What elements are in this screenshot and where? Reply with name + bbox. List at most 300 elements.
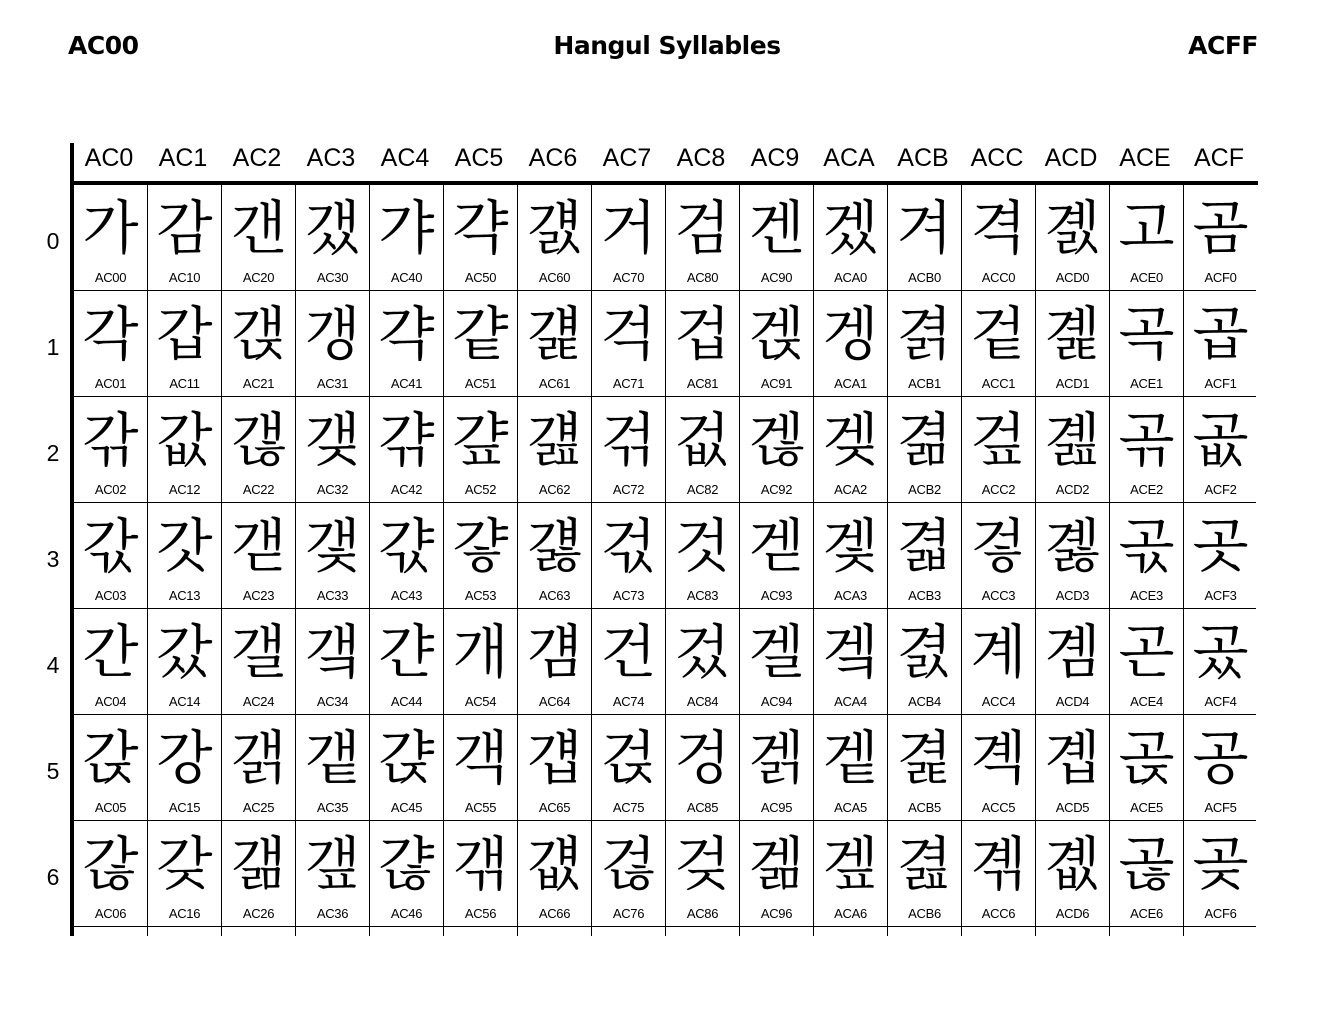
character-glyph: 걶 [600, 830, 657, 898]
character-glyph: 겲 [896, 406, 953, 474]
character-glyph: 걒 [452, 406, 509, 474]
code-chart-grid [74, 185, 1256, 936]
code-point-label: ACF0 [1204, 270, 1237, 285]
character-glyph: 갲 [304, 406, 361, 474]
code-point-label: AC94 [760, 694, 793, 709]
column-header: AC5 [454, 144, 504, 172]
code-point-label: AC35 [316, 800, 349, 815]
code-point-label: AC76 [612, 906, 645, 921]
character-cell [592, 397, 666, 503]
code-point-label: ACF5 [1204, 800, 1237, 815]
character-cell [1184, 291, 1256, 397]
code-point-label: AC91 [760, 376, 793, 391]
chart-row [74, 927, 1256, 936]
character-glyph: 겡 [822, 300, 879, 368]
character-cell [1110, 821, 1184, 927]
character-cell [74, 821, 148, 927]
character-cell [222, 503, 296, 609]
character-glyph: 겁 [674, 300, 731, 368]
chart-row [74, 821, 1256, 927]
character-glyph: 곓 [1044, 512, 1101, 580]
code-point-label: ACF3 [1204, 588, 1237, 603]
character-glyph: 갺 [378, 406, 435, 474]
character-cell [74, 291, 148, 397]
character-cell [962, 291, 1036, 397]
character-glyph: 곔 [1044, 618, 1101, 686]
character-glyph: 갹 [452, 194, 509, 262]
character-glyph: 겤 [822, 618, 879, 686]
character-glyph: 갵 [304, 724, 361, 792]
code-point-label: ACA4 [834, 694, 867, 709]
character-cell [296, 503, 370, 609]
code-point-label: AC53 [464, 588, 497, 603]
code-point-label: AC82 [686, 482, 719, 497]
code-point-label: ACE4 [1130, 694, 1163, 709]
character-glyph: 겑 [748, 300, 805, 368]
character-cell [148, 821, 222, 927]
character-glyph: 거 [600, 194, 657, 262]
character-glyph: 공 [1192, 724, 1249, 792]
code-point-label: ACB0 [908, 270, 941, 285]
character-glyph: 곢 [1118, 406, 1175, 474]
code-point-label: ACB2 [908, 482, 941, 497]
character-cell [370, 927, 444, 936]
code-point-label: ACC4 [981, 694, 1016, 709]
code-point-label: ACB6 [908, 906, 941, 921]
character-cell [740, 503, 814, 609]
character-cell [444, 821, 518, 927]
code-point-label: ACF4 [1204, 694, 1237, 709]
row-label: 1 [46, 334, 60, 360]
code-point-label: AC90 [760, 270, 793, 285]
row-label: 2 [46, 440, 60, 466]
block-title: Hangul Syllables [553, 31, 781, 60]
code-point-label: ACC0 [981, 270, 1016, 285]
chart-row [74, 609, 1256, 715]
chart-row [74, 503, 1256, 609]
character-glyph: 갡 [230, 300, 287, 368]
code-point-label: AC42 [390, 482, 423, 497]
code-point-label: AC36 [316, 906, 349, 921]
character-glyph: 가 [82, 194, 139, 262]
code-point-label: AC52 [464, 482, 497, 497]
character-cell [888, 185, 962, 291]
code-point-label: ACA6 [834, 906, 867, 921]
code-point-label: AC55 [464, 800, 497, 815]
character-glyph: 겂 [674, 406, 731, 474]
character-cell [1036, 291, 1110, 397]
code-point-label: AC23 [242, 588, 275, 603]
character-cell [222, 291, 296, 397]
character-cell [296, 185, 370, 291]
row-label: 3 [46, 546, 60, 572]
row-label: 0 [46, 228, 60, 254]
character-cell [814, 927, 888, 936]
character-cell [518, 503, 592, 609]
code-point-label: AC71 [612, 376, 645, 391]
character-glyph: 걠 [526, 194, 583, 262]
code-point-label: AC70 [612, 270, 645, 285]
character-cell [1036, 609, 1110, 715]
character-cell [814, 185, 888, 291]
character-cell [74, 609, 148, 715]
row-label: 4 [46, 652, 60, 678]
character-glyph: 겔 [748, 618, 805, 686]
character-glyph: 겖 [748, 830, 805, 898]
column-header: ACD [1044, 144, 1098, 172]
code-point-label: AC62 [538, 482, 571, 497]
code-point-label: AC64 [538, 694, 571, 709]
column-header: ACA [823, 144, 875, 172]
code-point-label: AC50 [464, 270, 497, 285]
code-point-label: AC86 [686, 906, 719, 921]
code-point-label: AC83 [686, 588, 719, 603]
character-glyph: 곑 [1044, 300, 1101, 368]
character-cell [962, 609, 1036, 715]
code-point-label: AC40 [390, 270, 423, 285]
character-glyph: 갣 [230, 512, 287, 580]
character-cell [1110, 715, 1184, 821]
character-glyph: 곕 [1044, 724, 1101, 792]
character-glyph: 걢 [526, 406, 583, 474]
code-point-label: ACA3 [834, 588, 867, 603]
character-glyph: 계 [970, 618, 1027, 686]
character-cell [1036, 503, 1110, 609]
character-cell [74, 185, 148, 291]
character-cell [592, 503, 666, 609]
character-glyph: 곣 [1118, 512, 1175, 580]
character-glyph: 겣 [822, 512, 879, 580]
code-point-label: ACE2 [1130, 482, 1163, 497]
character-glyph: 갥 [230, 724, 287, 792]
character-cell [518, 291, 592, 397]
character-glyph: 곥 [1118, 724, 1175, 792]
character-cell [1110, 185, 1184, 291]
character-glyph: 갾 [378, 830, 435, 898]
character-cell [370, 609, 444, 715]
character-cell [666, 609, 740, 715]
code-point-label: AC24 [242, 694, 275, 709]
code-point-label: ACE5 [1130, 800, 1163, 815]
code-point-label: AC02 [94, 482, 127, 497]
character-glyph: 곡 [1118, 300, 1175, 368]
character-glyph: 곅 [970, 724, 1027, 792]
character-cell [592, 609, 666, 715]
code-point-label: AC11 [169, 376, 200, 391]
character-cell [666, 927, 740, 936]
character-cell [740, 291, 814, 397]
character-glyph: 값 [156, 406, 213, 474]
code-point-label: ACD3 [1055, 588, 1090, 603]
character-cell [1110, 503, 1184, 609]
code-point-label: AC60 [538, 270, 571, 285]
code-point-label: AC84 [686, 694, 719, 709]
character-glyph: 걑 [452, 300, 509, 368]
code-point-label: AC65 [538, 800, 571, 815]
character-glyph: 걱 [600, 300, 657, 368]
code-point-label: AC22 [242, 482, 275, 497]
character-glyph: 겐 [748, 194, 805, 262]
character-glyph: 겥 [822, 724, 879, 792]
column-header: AC2 [232, 144, 282, 172]
character-cell [740, 715, 814, 821]
character-glyph: 갅 [82, 724, 139, 792]
character-cell [888, 821, 962, 927]
code-point-label: ACD2 [1055, 482, 1090, 497]
character-cell [74, 715, 148, 821]
character-cell [1036, 821, 1110, 927]
character-cell [222, 185, 296, 291]
character-glyph: 걡 [526, 300, 583, 368]
character-glyph: 갖 [156, 830, 213, 898]
code-point-label: ACC6 [981, 906, 1016, 921]
character-glyph: 강 [156, 724, 213, 792]
character-cell [592, 821, 666, 927]
character-glyph: 각 [82, 300, 139, 368]
code-point-label: ACD6 [1055, 906, 1090, 921]
character-cell [370, 397, 444, 503]
character-glyph: 곲 [1192, 406, 1249, 474]
code-point-label: ACD5 [1055, 800, 1090, 815]
character-cell [962, 715, 1036, 821]
column-header: AC0 [84, 144, 134, 172]
code-point-label: AC10 [168, 270, 201, 285]
code-point-label: ACA0 [834, 270, 867, 285]
code-point-label: ACE6 [1130, 906, 1163, 921]
character-cell [666, 291, 740, 397]
code-point-label: AC05 [94, 800, 127, 815]
character-cell [814, 609, 888, 715]
character-cell [370, 185, 444, 291]
character-cell [814, 291, 888, 397]
character-cell [148, 185, 222, 291]
code-point-label: ACE0 [1130, 270, 1163, 285]
character-cell [222, 609, 296, 715]
character-glyph: 갴 [304, 618, 361, 686]
character-cell [1036, 927, 1110, 936]
code-point-label: AC30 [316, 270, 349, 285]
character-cell [592, 715, 666, 821]
character-glyph: 갠 [230, 194, 287, 262]
code-point-label: AC85 [686, 800, 719, 815]
character-glyph: 갳 [304, 512, 361, 580]
character-cell [666, 185, 740, 291]
chart-row [74, 715, 1256, 821]
character-cell [148, 291, 222, 397]
character-cell [666, 397, 740, 503]
character-glyph: 겱 [896, 300, 953, 368]
character-cell [518, 927, 592, 936]
code-point-label: ACF6 [1204, 906, 1237, 921]
character-cell [444, 927, 518, 936]
character-glyph: 곱 [1192, 300, 1249, 368]
code-point-label: AC16 [168, 906, 201, 921]
character-glyph: 갰 [304, 194, 361, 262]
code-point-label: AC80 [686, 270, 719, 285]
code-point-label: AC54 [464, 694, 497, 709]
character-cell [740, 927, 814, 936]
code-point-label: AC41 [390, 376, 423, 391]
character-cell [1036, 185, 1110, 291]
code-point-label: AC33 [316, 588, 349, 603]
character-glyph: 곐 [1044, 194, 1101, 262]
character-cell [1184, 503, 1256, 609]
character-glyph: 갹 [378, 300, 435, 368]
character-glyph: 곤 [1118, 618, 1175, 686]
character-glyph: 겦 [822, 830, 879, 898]
character-cell [518, 609, 592, 715]
character-cell [740, 821, 814, 927]
code-point-label: ACC1 [981, 376, 1016, 391]
character-cell [1184, 185, 1256, 291]
character-cell [814, 715, 888, 821]
character-cell [1110, 291, 1184, 397]
character-cell [962, 185, 1036, 291]
character-glyph: 겄 [674, 618, 731, 686]
character-cell [666, 715, 740, 821]
code-point-label: AC81 [686, 376, 719, 391]
character-cell [222, 927, 296, 936]
character-glyph: 갶 [304, 830, 361, 898]
character-glyph: 곆 [970, 830, 1027, 898]
code-point-label: ACE3 [1130, 588, 1163, 603]
character-glyph: 것 [674, 512, 731, 580]
character-cell [666, 821, 740, 927]
character-glyph: 갦 [230, 830, 287, 898]
character-cell [444, 291, 518, 397]
code-point-label: AC06 [94, 906, 127, 921]
character-glyph: 걳 [600, 512, 657, 580]
character-cell [1036, 397, 1110, 503]
code-point-label: AC43 [390, 588, 423, 603]
character-cell [666, 503, 740, 609]
character-cell [814, 503, 888, 609]
chart-row [74, 185, 1256, 291]
character-glyph: 곳 [1192, 512, 1249, 580]
character-glyph: 겶 [896, 830, 953, 898]
character-glyph: 걵 [600, 724, 657, 792]
character-cell [222, 715, 296, 821]
character-glyph: 곒 [1044, 406, 1101, 474]
code-point-label: AC13 [168, 588, 201, 603]
character-cell [296, 927, 370, 936]
character-cell [296, 291, 370, 397]
character-glyph: 갃 [82, 512, 139, 580]
code-point-label: AC61 [538, 376, 571, 391]
character-glyph: 갂 [82, 406, 139, 474]
character-cell [370, 715, 444, 821]
character-glyph: 격 [970, 194, 1027, 262]
character-glyph: 갤 [230, 618, 287, 686]
character-glyph: 겕 [748, 724, 805, 792]
character-glyph: 갸 [378, 194, 435, 262]
code-point-label: AC34 [316, 694, 349, 709]
code-point-label: AC74 [612, 694, 645, 709]
character-glyph: 곖 [1044, 830, 1101, 898]
code-point-label: ACB1 [908, 376, 941, 391]
code-point-label: AC14 [168, 694, 201, 709]
character-cell [888, 609, 962, 715]
code-point-label: ACA2 [834, 482, 867, 497]
range-start-label: AC00 [68, 31, 139, 60]
code-point-label: ACB5 [908, 800, 941, 815]
character-cell [74, 927, 148, 936]
code-point-label: AC63 [538, 588, 571, 603]
character-glyph: 갱 [304, 300, 361, 368]
character-cell [148, 715, 222, 821]
character-glyph: 개 [452, 618, 509, 686]
character-glyph: 곶 [1192, 830, 1249, 898]
character-cell [962, 503, 1036, 609]
code-point-label: AC73 [612, 588, 645, 603]
code-point-label: ACB4 [908, 694, 941, 709]
character-cell [814, 397, 888, 503]
character-cell [74, 503, 148, 609]
code-point-label: AC44 [390, 694, 423, 709]
code-point-label: ACD0 [1055, 270, 1090, 285]
character-cell [592, 185, 666, 291]
character-cell [1184, 927, 1256, 936]
column-header: AC7 [602, 144, 652, 172]
character-glyph: 곴 [1192, 618, 1249, 686]
character-glyph: 걓 [452, 512, 509, 580]
code-point-label: ACF1 [1204, 376, 1237, 391]
character-cell [370, 291, 444, 397]
character-glyph: 갓 [156, 512, 213, 580]
character-cell [962, 397, 1036, 503]
code-point-label: AC56 [464, 906, 497, 921]
column-header: ACB [897, 144, 949, 172]
character-glyph: 갽 [378, 724, 435, 792]
code-point-label: AC93 [760, 588, 793, 603]
character-glyph: 겢 [822, 406, 879, 474]
character-cell [444, 609, 518, 715]
code-point-label: AC21 [242, 376, 275, 391]
character-glyph: 갔 [156, 618, 213, 686]
character-cell [296, 397, 370, 503]
character-cell [444, 503, 518, 609]
character-glyph: 걲 [600, 406, 657, 474]
code-point-label: AC45 [390, 800, 423, 815]
character-glyph: 고 [1118, 194, 1175, 262]
character-cell [296, 715, 370, 821]
character-glyph: 겨 [896, 194, 953, 262]
code-point-label: AC12 [168, 482, 201, 497]
character-cell [1184, 397, 1256, 503]
column-header: AC3 [306, 144, 356, 172]
character-glyph: 겳 [896, 512, 953, 580]
character-cell [888, 927, 962, 936]
character-glyph: 겉 [970, 300, 1027, 368]
character-cell [148, 609, 222, 715]
code-point-label: AC00 [94, 270, 127, 285]
character-cell [1184, 821, 1256, 927]
character-cell [222, 821, 296, 927]
column-header: AC8 [676, 144, 726, 172]
character-glyph: 겒 [748, 406, 805, 474]
code-point-label: ACD1 [1055, 376, 1090, 391]
character-cell [888, 503, 962, 609]
character-glyph: 갼 [378, 618, 435, 686]
character-glyph: 건 [600, 618, 657, 686]
character-glyph: 간 [82, 618, 139, 686]
character-glyph: 겋 [970, 512, 1027, 580]
column-header: AC1 [158, 144, 208, 172]
character-cell [370, 821, 444, 927]
code-point-label: AC32 [316, 482, 349, 497]
character-glyph: 겵 [896, 724, 953, 792]
code-point-label: ACB3 [908, 588, 941, 603]
